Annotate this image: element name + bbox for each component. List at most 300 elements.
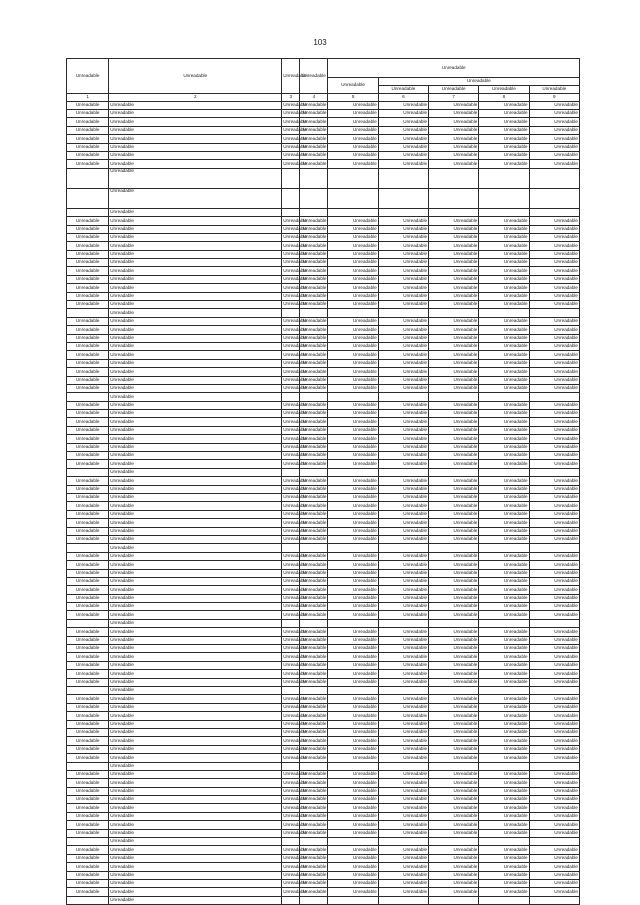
row-price: Unreadable xyxy=(328,334,378,342)
empty-cell xyxy=(378,544,428,552)
row-unit: Unreadable xyxy=(282,118,300,126)
row-mass: Unreadable xyxy=(300,359,328,367)
row-price: Unreadable xyxy=(529,519,579,527)
column-number: 5 xyxy=(328,94,378,102)
row-unit: Unreadable xyxy=(282,233,300,241)
row-price: Unreadable xyxy=(328,126,378,134)
row-name: Unreadable xyxy=(109,594,282,602)
row-price: Unreadable xyxy=(479,703,529,711)
row-name: Unreadable xyxy=(109,829,282,837)
row-unit: Unreadable xyxy=(282,645,300,653)
row-price: Unreadable xyxy=(429,661,479,669)
section-label: Unreadable xyxy=(109,309,282,317)
row-price: Unreadable xyxy=(479,603,529,611)
row-name: Unreadable xyxy=(109,846,282,854)
row-mass: Unreadable xyxy=(300,611,328,619)
row-price: Unreadable xyxy=(378,695,428,703)
empty-cell xyxy=(328,838,378,846)
row-code: Unreadable xyxy=(67,126,109,134)
row-price: Unreadable xyxy=(479,301,529,309)
row-code: Unreadable xyxy=(67,435,109,443)
empty-cell xyxy=(300,208,328,216)
row-unit: Unreadable xyxy=(282,569,300,577)
row-unit: Unreadable xyxy=(282,410,300,418)
row-price: Unreadable xyxy=(429,401,479,409)
row-price: Unreadable xyxy=(378,678,428,686)
row-price: Unreadable xyxy=(378,317,428,325)
row-price: Unreadable xyxy=(529,527,579,535)
row-code: Unreadable xyxy=(67,653,109,661)
row-price: Unreadable xyxy=(328,779,378,787)
row-unit: Unreadable xyxy=(282,770,300,778)
row-price: Unreadable xyxy=(529,594,579,602)
row-price: Unreadable xyxy=(328,217,378,225)
row-price: Unreadable xyxy=(479,284,529,292)
row-unit: Unreadable xyxy=(282,695,300,703)
row-unit: Unreadable xyxy=(282,728,300,736)
empty-cell xyxy=(429,208,479,216)
empty-cell xyxy=(328,544,378,552)
section-row xyxy=(67,309,580,317)
table-row xyxy=(67,418,580,426)
header-zone-3: Unreadable xyxy=(479,86,529,94)
row-price: Unreadable xyxy=(529,494,579,502)
table-row xyxy=(67,703,580,711)
row-price: Unreadable xyxy=(378,871,428,879)
row-price: Unreadable xyxy=(479,535,529,543)
row-price: Unreadable xyxy=(378,854,428,862)
row-price: Unreadable xyxy=(479,519,529,527)
row-price: Unreadable xyxy=(479,109,529,117)
row-mass: Unreadable xyxy=(300,135,328,143)
row-unit: Unreadable xyxy=(282,703,300,711)
column-number: 1 xyxy=(67,94,109,102)
price-table xyxy=(66,58,580,905)
row-unit: Unreadable xyxy=(282,812,300,820)
row-mass: Unreadable xyxy=(300,737,328,745)
row-price: Unreadable xyxy=(529,703,579,711)
row-price: Unreadable xyxy=(328,401,378,409)
row-unit: Unreadable xyxy=(282,267,300,275)
row-price: Unreadable xyxy=(429,796,479,804)
row-code xyxy=(67,762,109,770)
row-price: Unreadable xyxy=(378,292,428,300)
row-name: Unreadable xyxy=(109,401,282,409)
row-price: Unreadable xyxy=(378,519,428,527)
row-price: Unreadable xyxy=(529,804,579,812)
table-row xyxy=(67,737,580,745)
section-label: Unreadable xyxy=(109,686,282,694)
row-price: Unreadable xyxy=(429,653,479,661)
row-price: Unreadable xyxy=(529,135,579,143)
row-mass: Unreadable xyxy=(300,804,328,812)
row-price: Unreadable xyxy=(479,628,529,636)
row-price: Unreadable xyxy=(429,779,479,787)
row-price: Unreadable xyxy=(479,611,529,619)
row-price: Unreadable xyxy=(328,351,378,359)
table-row xyxy=(67,135,580,143)
row-price: Unreadable xyxy=(479,661,529,669)
row-unit: Unreadable xyxy=(282,846,300,854)
row-unit: Unreadable xyxy=(282,242,300,250)
row-unit: Unreadable xyxy=(282,586,300,594)
row-name: Unreadable xyxy=(109,552,282,560)
section-label: Unreadable xyxy=(109,188,282,208)
row-mass: Unreadable xyxy=(300,443,328,451)
row-price: Unreadable xyxy=(429,368,479,376)
row-price: Unreadable xyxy=(429,871,479,879)
empty-cell xyxy=(479,393,529,401)
row-code: Unreadable xyxy=(67,326,109,334)
empty-cell xyxy=(479,188,529,208)
row-name: Unreadable xyxy=(109,368,282,376)
section-label: Unreadable xyxy=(109,168,282,188)
table-row xyxy=(67,754,580,762)
row-price: Unreadable xyxy=(328,594,378,602)
row-price: Unreadable xyxy=(479,477,529,485)
row-price: Unreadable xyxy=(429,695,479,703)
row-price: Unreadable xyxy=(479,452,529,460)
row-price: Unreadable xyxy=(529,636,579,644)
row-price: Unreadable xyxy=(529,846,579,854)
row-price: Unreadable xyxy=(378,259,428,267)
row-price: Unreadable xyxy=(529,250,579,258)
row-code: Unreadable xyxy=(67,460,109,468)
row-unit: Unreadable xyxy=(282,494,300,502)
row-price: Unreadable xyxy=(328,888,378,896)
row-price: Unreadable xyxy=(328,160,378,168)
row-price: Unreadable xyxy=(378,577,428,585)
row-price: Unreadable xyxy=(429,267,479,275)
row-price: Unreadable xyxy=(328,863,378,871)
row-price: Unreadable xyxy=(529,871,579,879)
row-price: Unreadable xyxy=(529,259,579,267)
empty-cell xyxy=(300,619,328,627)
row-price: Unreadable xyxy=(328,426,378,434)
row-price: Unreadable xyxy=(479,653,529,661)
row-price: Unreadable xyxy=(529,829,579,837)
row-price: Unreadable xyxy=(529,217,579,225)
row-price: Unreadable xyxy=(429,879,479,887)
row-name: Unreadable xyxy=(109,376,282,384)
row-price: Unreadable xyxy=(479,151,529,159)
row-price: Unreadable xyxy=(378,225,428,233)
row-price: Unreadable xyxy=(378,670,428,678)
row-name: Unreadable xyxy=(109,351,282,359)
row-unit: Unreadable xyxy=(282,259,300,267)
row-unit: Unreadable xyxy=(282,611,300,619)
row-price: Unreadable xyxy=(479,552,529,560)
row-price: Unreadable xyxy=(378,494,428,502)
empty-cell xyxy=(328,188,378,208)
row-name: Unreadable xyxy=(109,812,282,820)
price-table-wrapper xyxy=(66,58,580,905)
row-mass: Unreadable xyxy=(300,863,328,871)
table-row xyxy=(67,118,580,126)
row-code: Unreadable xyxy=(67,888,109,896)
row-unit: Unreadable xyxy=(282,384,300,392)
row-code: Unreadable xyxy=(67,135,109,143)
row-price: Unreadable xyxy=(429,577,479,585)
empty-cell xyxy=(282,896,300,904)
table-row xyxy=(67,854,580,862)
row-price: Unreadable xyxy=(479,561,529,569)
empty-cell xyxy=(378,686,428,694)
empty-cell xyxy=(378,896,428,904)
row-price: Unreadable xyxy=(479,384,529,392)
row-code: Unreadable xyxy=(67,754,109,762)
table-row xyxy=(67,569,580,577)
row-mass: Unreadable xyxy=(300,846,328,854)
row-price: Unreadable xyxy=(479,101,529,109)
row-mass: Unreadable xyxy=(300,435,328,443)
row-mass: Unreadable xyxy=(300,821,328,829)
empty-cell xyxy=(300,686,328,694)
empty-cell xyxy=(529,686,579,694)
column-number-row xyxy=(67,94,580,102)
row-price: Unreadable xyxy=(479,143,529,151)
row-code: Unreadable xyxy=(67,804,109,812)
row-price: Unreadable xyxy=(479,645,529,653)
row-name: Unreadable xyxy=(109,787,282,795)
row-code: Unreadable xyxy=(67,569,109,577)
row-price: Unreadable xyxy=(429,435,479,443)
row-name: Unreadable xyxy=(109,460,282,468)
row-name: Unreadable xyxy=(109,250,282,258)
section-row xyxy=(67,619,580,627)
row-price: Unreadable xyxy=(429,552,479,560)
header-unit: Unreadable xyxy=(282,59,300,94)
header-mass: Unreadable xyxy=(300,59,328,94)
row-price: Unreadable xyxy=(429,519,479,527)
table-row xyxy=(67,586,580,594)
row-code: Unreadable xyxy=(67,317,109,325)
row-price: Unreadable xyxy=(429,812,479,820)
row-name: Unreadable xyxy=(109,737,282,745)
row-price: Unreadable xyxy=(429,342,479,350)
table-row xyxy=(67,233,580,241)
row-code: Unreadable xyxy=(67,661,109,669)
empty-cell xyxy=(378,393,428,401)
row-mass: Unreadable xyxy=(300,535,328,543)
row-mass: Unreadable xyxy=(300,368,328,376)
row-mass: Unreadable xyxy=(300,217,328,225)
row-code: Unreadable xyxy=(67,879,109,887)
row-price: Unreadable xyxy=(529,745,579,753)
row-price: Unreadable xyxy=(328,603,378,611)
row-name: Unreadable xyxy=(109,611,282,619)
row-code: Unreadable xyxy=(67,267,109,275)
header-code: Unreadable xyxy=(67,59,109,94)
row-unit: Unreadable xyxy=(282,426,300,434)
row-price: Unreadable xyxy=(529,821,579,829)
row-price: Unreadable xyxy=(479,317,529,325)
row-unit: Unreadable xyxy=(282,292,300,300)
row-price: Unreadable xyxy=(328,829,378,837)
row-price: Unreadable xyxy=(529,452,579,460)
row-mass: Unreadable xyxy=(300,151,328,159)
row-price: Unreadable xyxy=(378,645,428,653)
row-unit: Unreadable xyxy=(282,502,300,510)
row-price: Unreadable xyxy=(378,426,428,434)
row-price: Unreadable xyxy=(429,334,479,342)
row-price: Unreadable xyxy=(328,326,378,334)
row-price: Unreadable xyxy=(529,351,579,359)
column-number: 6 xyxy=(378,94,428,102)
row-code xyxy=(67,544,109,552)
row-price: Unreadable xyxy=(328,846,378,854)
row-price: Unreadable xyxy=(429,101,479,109)
section-label: Unreadable xyxy=(109,468,282,476)
empty-cell xyxy=(300,896,328,904)
row-price: Unreadable xyxy=(378,737,428,745)
table-body xyxy=(67,101,580,905)
row-price: Unreadable xyxy=(328,552,378,560)
row-price: Unreadable xyxy=(328,720,378,728)
row-price: Unreadable xyxy=(328,653,378,661)
table-header xyxy=(67,59,580,102)
row-price: Unreadable xyxy=(378,502,428,510)
table-row xyxy=(67,435,580,443)
row-price: Unreadable xyxy=(529,561,579,569)
empty-cell xyxy=(300,309,328,317)
row-unit: Unreadable xyxy=(282,334,300,342)
row-price: Unreadable xyxy=(479,779,529,787)
row-code: Unreadable xyxy=(67,334,109,342)
section-label: Unreadable xyxy=(109,896,282,904)
row-code: Unreadable xyxy=(67,502,109,510)
row-price: Unreadable xyxy=(378,242,428,250)
row-price: Unreadable xyxy=(429,535,479,543)
row-mass: Unreadable xyxy=(300,418,328,426)
column-number: 8 xyxy=(479,94,529,102)
row-unit: Unreadable xyxy=(282,779,300,787)
table-row xyxy=(67,728,580,736)
row-price: Unreadable xyxy=(378,812,428,820)
row-mass: Unreadable xyxy=(300,292,328,300)
row-unit: Unreadable xyxy=(282,854,300,862)
row-price: Unreadable xyxy=(479,217,529,225)
row-unit: Unreadable xyxy=(282,301,300,309)
row-price: Unreadable xyxy=(529,376,579,384)
row-price: Unreadable xyxy=(529,888,579,896)
row-code: Unreadable xyxy=(67,561,109,569)
row-price: Unreadable xyxy=(429,160,479,168)
table-row xyxy=(67,351,580,359)
table-row xyxy=(67,101,580,109)
row-price: Unreadable xyxy=(479,275,529,283)
row-price: Unreadable xyxy=(328,109,378,117)
row-unit: Unreadable xyxy=(282,787,300,795)
row-unit: Unreadable xyxy=(282,135,300,143)
row-unit: Unreadable xyxy=(282,101,300,109)
row-price: Unreadable xyxy=(429,452,479,460)
row-name: Unreadable xyxy=(109,586,282,594)
row-code: Unreadable xyxy=(67,846,109,854)
row-unit: Unreadable xyxy=(282,477,300,485)
row-mass: Unreadable xyxy=(300,160,328,168)
row-code: Unreadable xyxy=(67,787,109,795)
row-code: Unreadable xyxy=(67,552,109,560)
row-price: Unreadable xyxy=(328,804,378,812)
row-price: Unreadable xyxy=(328,712,378,720)
row-price: Unreadable xyxy=(479,426,529,434)
table-row xyxy=(67,561,580,569)
row-unit: Unreadable xyxy=(282,109,300,117)
row-price: Unreadable xyxy=(479,118,529,126)
row-price: Unreadable xyxy=(479,510,529,518)
empty-cell xyxy=(300,762,328,770)
row-price: Unreadable xyxy=(378,143,428,151)
section-row xyxy=(67,544,580,552)
row-name: Unreadable xyxy=(109,863,282,871)
row-code: Unreadable xyxy=(67,284,109,292)
row-unit: Unreadable xyxy=(282,376,300,384)
row-price: Unreadable xyxy=(378,527,428,535)
row-code: Unreadable xyxy=(67,712,109,720)
row-mass: Unreadable xyxy=(300,636,328,644)
row-price: Unreadable xyxy=(378,846,428,854)
row-price: Unreadable xyxy=(429,151,479,159)
header-zone-4: Unreadable xyxy=(529,86,579,94)
row-price: Unreadable xyxy=(429,770,479,778)
row-price: Unreadable xyxy=(479,586,529,594)
row-price: Unreadable xyxy=(429,854,479,862)
row-price: Unreadable xyxy=(529,334,579,342)
row-name: Unreadable xyxy=(109,135,282,143)
row-price: Unreadable xyxy=(328,443,378,451)
table-row xyxy=(67,552,580,560)
row-price: Unreadable xyxy=(479,879,529,887)
table-row xyxy=(67,384,580,392)
row-price: Unreadable xyxy=(328,502,378,510)
row-price: Unreadable xyxy=(378,661,428,669)
table-row xyxy=(67,510,580,518)
table-row xyxy=(67,670,580,678)
table-row xyxy=(67,888,580,896)
row-name: Unreadable xyxy=(109,435,282,443)
row-mass: Unreadable xyxy=(300,888,328,896)
table-row xyxy=(67,126,580,134)
row-unit: Unreadable xyxy=(282,126,300,134)
row-price: Unreadable xyxy=(378,552,428,560)
row-price: Unreadable xyxy=(429,603,479,611)
row-price: Unreadable xyxy=(479,410,529,418)
row-name: Unreadable xyxy=(109,645,282,653)
row-name: Unreadable xyxy=(109,494,282,502)
row-name: Unreadable xyxy=(109,267,282,275)
row-price: Unreadable xyxy=(429,703,479,711)
row-price: Unreadable xyxy=(529,359,579,367)
row-price: Unreadable xyxy=(378,569,428,577)
row-unit: Unreadable xyxy=(282,359,300,367)
empty-cell xyxy=(429,544,479,552)
row-price: Unreadable xyxy=(429,359,479,367)
row-price: Unreadable xyxy=(378,754,428,762)
row-mass: Unreadable xyxy=(300,384,328,392)
row-code: Unreadable xyxy=(67,863,109,871)
row-price: Unreadable xyxy=(328,242,378,250)
row-price: Unreadable xyxy=(378,342,428,350)
row-price: Unreadable xyxy=(328,384,378,392)
row-price: Unreadable xyxy=(378,779,428,787)
row-mass: Unreadable xyxy=(300,326,328,334)
row-price: Unreadable xyxy=(429,275,479,283)
row-unit: Unreadable xyxy=(282,879,300,887)
row-price: Unreadable xyxy=(378,376,428,384)
row-price: Unreadable xyxy=(378,326,428,334)
table-row xyxy=(67,812,580,820)
